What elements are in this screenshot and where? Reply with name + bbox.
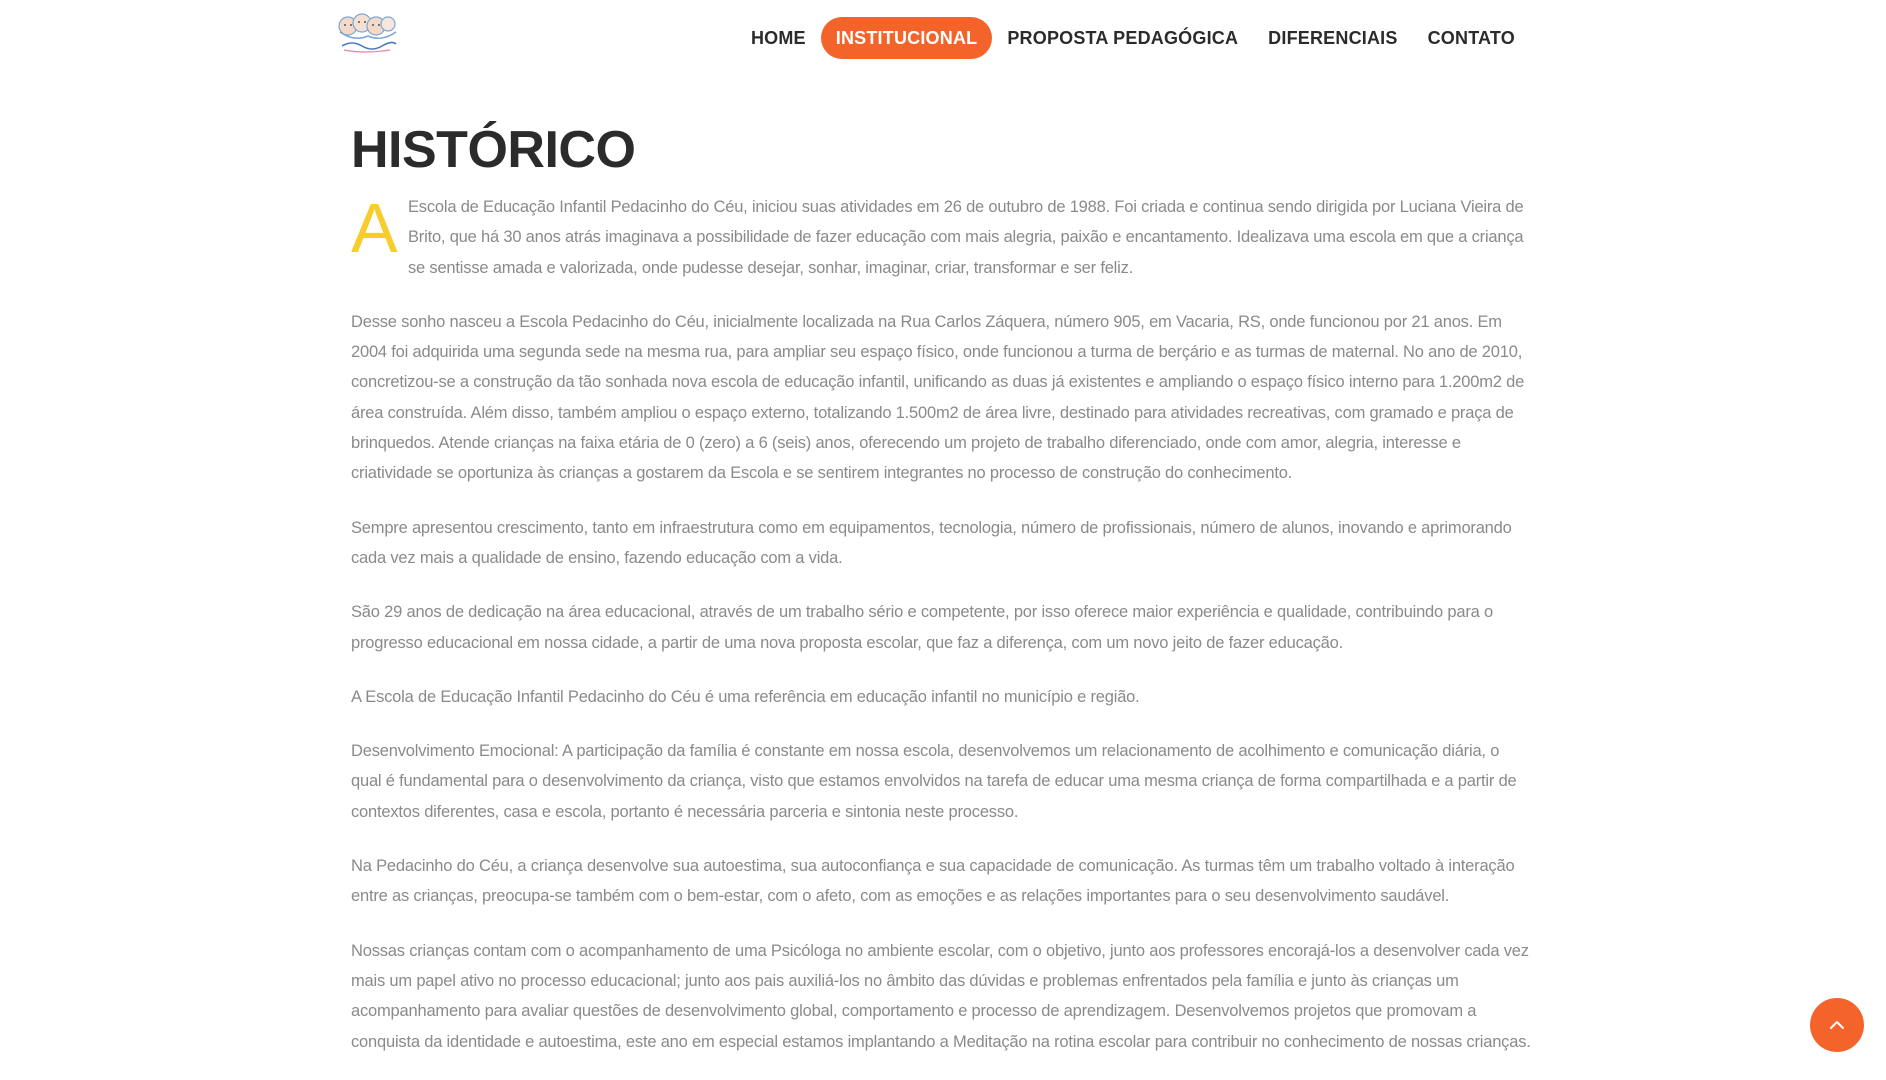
nav-item-proposta-pedagogica[interactable]: PROPOSTA PEDAGÓGICA xyxy=(1007,28,1239,48)
paragraph-history: Desse sonho nasceu a Escola Pedacinho do Céu, inicialmente localizada na Rua Carlos Záquera, número 905, em Vacaria, RS, onde funcionou por 21 anos. Em 2004 foi adquirida uma segunda sede na mesma rua, para ampliar seu espaço físico, onde funcionou a turma de berçário e as turmas de maternal. No ano de 2010, concretizou-se a construção da tão sonhada nova escola de educação infantil, unificando as duas já existentes e ampliando o espaço físico interno para 1.200m2 de área construída. Além disso, também ampliou o espaço externo, totalizando 1.500m2 de área livre, destinado para atividades recreativas, com gramado e praça de brinquedos. Atende crianças na faixa etária de 0 (zero) a 6 (seis) anos, oferecendo um projeto de trabalho diferenciado, onde com amor, alegria, interesse e criatividade se oportuniza às crianças a gostarem da Escola e se sentirem integrantes no processo de construção do conhecimento. xyxy=(351,312,1525,483)
paragraph-emotional-development: Desenvolvimento Emocional: A participação da família é constante em nossa escola, desenvolvemos um relacionamento de acolhimento e comunicação diária, o qual é fundamental para o desenvolvimento da criança, visto que estamos envolvidos na tarefa de educar uma mesma criança de forma compartilhada e a partir de contextos diferentes, casa e escola, portanto é necessária parceria e sintonia neste processo. xyxy=(351,742,1517,821)
paragraph-growth: Sempre apresentou crescimento, tanto em infraestrutura como em equipamentos, tecnologia, número de profissionais, número de alunos, inovando e aprimorando cada vez mais a qualidade de ensino, fazendo educação com a vida. xyxy=(351,518,1512,567)
paragraph-reference: A Escola de Educação Infantil Pedacinho do Céu é uma referência em educação infantil no município e região. xyxy=(351,687,1140,706)
chevron-up-icon xyxy=(1827,1015,1847,1035)
back-to-top-button[interactable] xyxy=(1810,998,1864,1052)
logo-graphic xyxy=(334,12,402,56)
page-title: HISTÓRICO xyxy=(351,121,636,179)
main-nav xyxy=(736,17,1530,59)
nav-item-contato[interactable]: CONTATO xyxy=(1427,28,1515,48)
dropcap-letter: A xyxy=(351,189,398,267)
school-logo[interactable] xyxy=(334,12,402,56)
site-header xyxy=(0,0,1886,80)
nav-item-home[interactable]: HOME xyxy=(750,28,806,48)
main-content xyxy=(351,118,1531,1057)
intro-block xyxy=(351,189,1531,283)
paragraph-self-esteem: Na Pedacinho do Céu, a criança desenvolve sua autoestima, sua autoconfiança e sua capacidade de comunicação. As turmas têm um trabalho voltado à interação entre as crianças, preocupa-se também com o bem-estar, com o afeto, com as emoções e as relações importantes para o seu desenvolvimento saudável. xyxy=(351,857,1515,906)
nav-item-institucional[interactable]: INSTITUCIONAL xyxy=(821,17,993,59)
paragraph-psychologist: Nossas crianças contam com o acompanhamento de uma Psicóloga no ambiente escolar, com o objetivo, junto aos professores encorajá-los a desenvolver cada vez mais um papel ativo no processo educacional; junto aos pais auxiliá-los no âmbito das dúvidas e problemas enfrentados pela família e junto às crianças um acompanhamento para avaliar questões de desenvolvimento global, comportamento e processo de aprendizagem. Desenvolvemos projetos que promovam a conquista da identidade e autoestima, este ano em especial estamos implantando a Meditação na rotina escolar para contribuir no conhecimento de nossas crianças. xyxy=(351,941,1531,1051)
intro-paragraph: Escola de Educação Infantil Pedacinho do Céu, iniciou suas atividades em 26 de outubro de 1988. Foi criada e continua sendo dirigida por Luciana Vieira de Brito, que há 30 anos atrás imaginava a possibilidade de fazer educação com mais alegria, paixão e encantamento. Idealizava uma escola em que a criança se sentisse amada e valorizada, onde pudesse desejar, sonhar, imaginar, criar, transformar e ser feliz. xyxy=(408,198,1524,277)
nav-item-diferenciais[interactable]: DIFERENCIAIS xyxy=(1268,28,1398,48)
paragraph-dedication: São 29 anos de dedicação na área educacional, através de um trabalho sério e competente, por isso oferece maior experiência e qualidade, contribuindo para o progresso educacional em nossa cidade, a partir de uma nova proposta escolar, que faz a diferença, com um novo jeito de fazer educação. xyxy=(351,603,1493,652)
